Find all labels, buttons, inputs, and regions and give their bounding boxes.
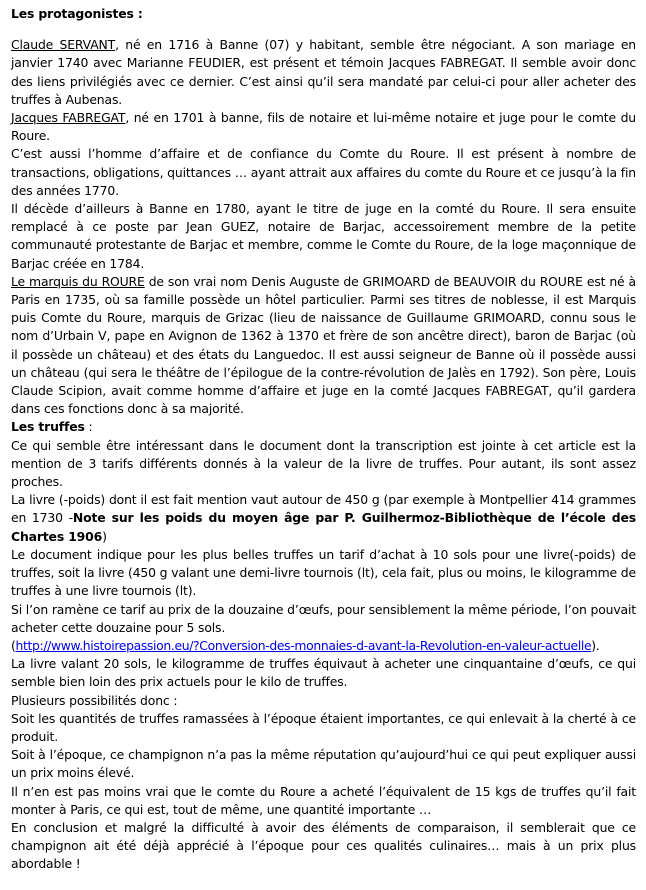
paragraph-fabregat: Jacques FABREGAT, né en 1701 à banne, fils de notaire et lui-même notaire et juge pour le comte du Roure. — [11, 110, 636, 144]
histoirepassion-link[interactable]: http://www.histoirepassion.eu/?Conversion-des-monnaies-d-avant-la-Revolution-en-valeur-actuelle — [15, 637, 592, 653]
paragraph-document-tarif: Le document indique pour les plus belles truffes un tarif d’achat à 10 sols pour une livre(-poids) de truffes, soit la livre (450 g valant une demi-livre tournois (lt), cela fait, plus ou moins, le kilogramme de truffes à une livre tournois (lt). — [11, 546, 636, 599]
heading-protagonists: Les protagonistes : — [11, 6, 143, 21]
name-claude-servant: Claude SERVANT — [11, 37, 116, 53]
paragraph-url: (http://www.histoirepassion.eu/?Conversion-des-monnaies-d-avant-la-Revolution-en-valeur-actuelle). — [11, 637, 600, 653]
name-marquis-roure: Le marquis du ROURE — [11, 273, 145, 289]
note-guilhermoz: Note sur les poids du moyen âge par P. Guilhermoz-Bibliothèque de l’école des Chartes 1906 — [11, 510, 636, 544]
paragraph-possibilites: Plusieurs possibilités donc : — [11, 692, 178, 708]
paragraph-15-kgs: Il n’en est pas moins vrai que le comte du Roure a acheté l’équivalent de 15 kgs de truffes qu’il fait monter à Paris, ce qui est, tout de même, une quantité importante … — [11, 783, 636, 817]
paragraph-livre-valant: La livre valant 20 sols, le kilogramme de truffes équivaut à acheter une cinquantaine d’œufs, ce qui semble bien loin des prix actuels pour le kilo de truffes. — [11, 656, 636, 690]
paragraph-truffes-intro: Ce qui semble être intéressant dans le document dont la transcription est jointe à cet article est la mention de 3 tarifs différents donnés à la valeur de la livre de truffes. Pour autant, ils sont assez proches. — [11, 437, 636, 490]
paragraph-marquis-roure: Le marquis du ROURE de son vrai nom Denis Auguste de GRIMOARD de BEAUVOIR du ROURE est né à Paris en 1735, où sa famille possède un hôtel particulier. Parmi ses titres de noblesse, il est Marquis puis Comte du Roure, marquis de Grizac (lieu de naissance de Guillaume GRIMOARD, connu sous le nom d’Urbain V, pape en Avignon de 1362 à 1370 et frère de son ancêtre direct), baron de Barjac (où il possède un château) et des états du Languedoc. Il est aussi seigneur de Banne où il possède aussi un château (qui sera le théâtre de l’épilogue de la contre-révolution de Jalès en 1792). Son père, Louis Claude Scipion, avait comme homme d’affaire et juge en la comté Jacques FABREGAT, qu’il gardera dans ces fonctions donc à sa majorité. — [11, 273, 636, 417]
name-jacques-fabregat: Jacques FABREGAT — [11, 110, 126, 126]
paragraph-fabregat-deces: Il décède d’ailleurs à Banne en 1780, ayant le titre de juge en la comté du Roure. Il sera ensuite remplacé à ce poste par Jean GUEZ, notaire de Barjac, accessoirement membre de la petite communauté protestante de Barjac et membre, comme le Comte du Roure, de la loge maçonnique de Barjac créée en 1784. — [11, 201, 636, 271]
paragraph-conclusion: En conclusion et malgré la difficulté à avoir des éléments de comparaison, il semblerait que ce champignon ait été déjà apprécié à l’époque pour ces qualités culinaires… mais à un prix plus abordable ! — [11, 819, 636, 872]
paragraph-livre-poids: La livre (-poids) dont il est fait mention vaut autour de 450 g (par exemple à Montpellier 414 grammes en 1730 -Note sur les poids du moyen âge par P. Guilhermoz-Bibliothèque de l’école des Chartes 1906) — [11, 492, 636, 544]
heading-truffes: Les truffes : — [11, 419, 93, 435]
paragraph-servant: Claude SERVANT, né en 1716 à Banne (07) y habitant, semble être négociant. A son mariage en janvier 1740 avec Marianne FEUDIER, est présent et témoin Jacques FABREGAT. Il semble avoir donc des liens privilégiés avec ce dernier. C’est ainsi qu’il sera mandaté par celui-ci pour aller acheter des truffes à Aubenas. — [11, 37, 636, 107]
paragraph-fabregat-affaires: C’est aussi l’homme d’affaire et de confiance du Comte du Roure. Il est présent à nombre de transactions, obligations, quittances … ayant attrait aux affaires du comte du Roure et ce jusqu’à la fin des années 1770. — [11, 146, 636, 198]
paragraph-soit-reputation: Soit à l’époque, ce champignon n’a pas la même réputation qu’aujourd’hui ce qui peut expliquer aussi un prix moins élevé. — [11, 747, 636, 781]
paragraph-soit-quantites: Soit les quantités de truffes ramassées à l’époque étaient importantes, ce qui enlevait à la cherté à ce produit. — [11, 710, 636, 744]
paragraph-oeufs: Si l’on ramène ce tarif au prix de la douzaine d’œufs, pour sensiblement la même période, l’on pouvait acheter cette douzaine pour 5 sols. — [11, 601, 636, 635]
